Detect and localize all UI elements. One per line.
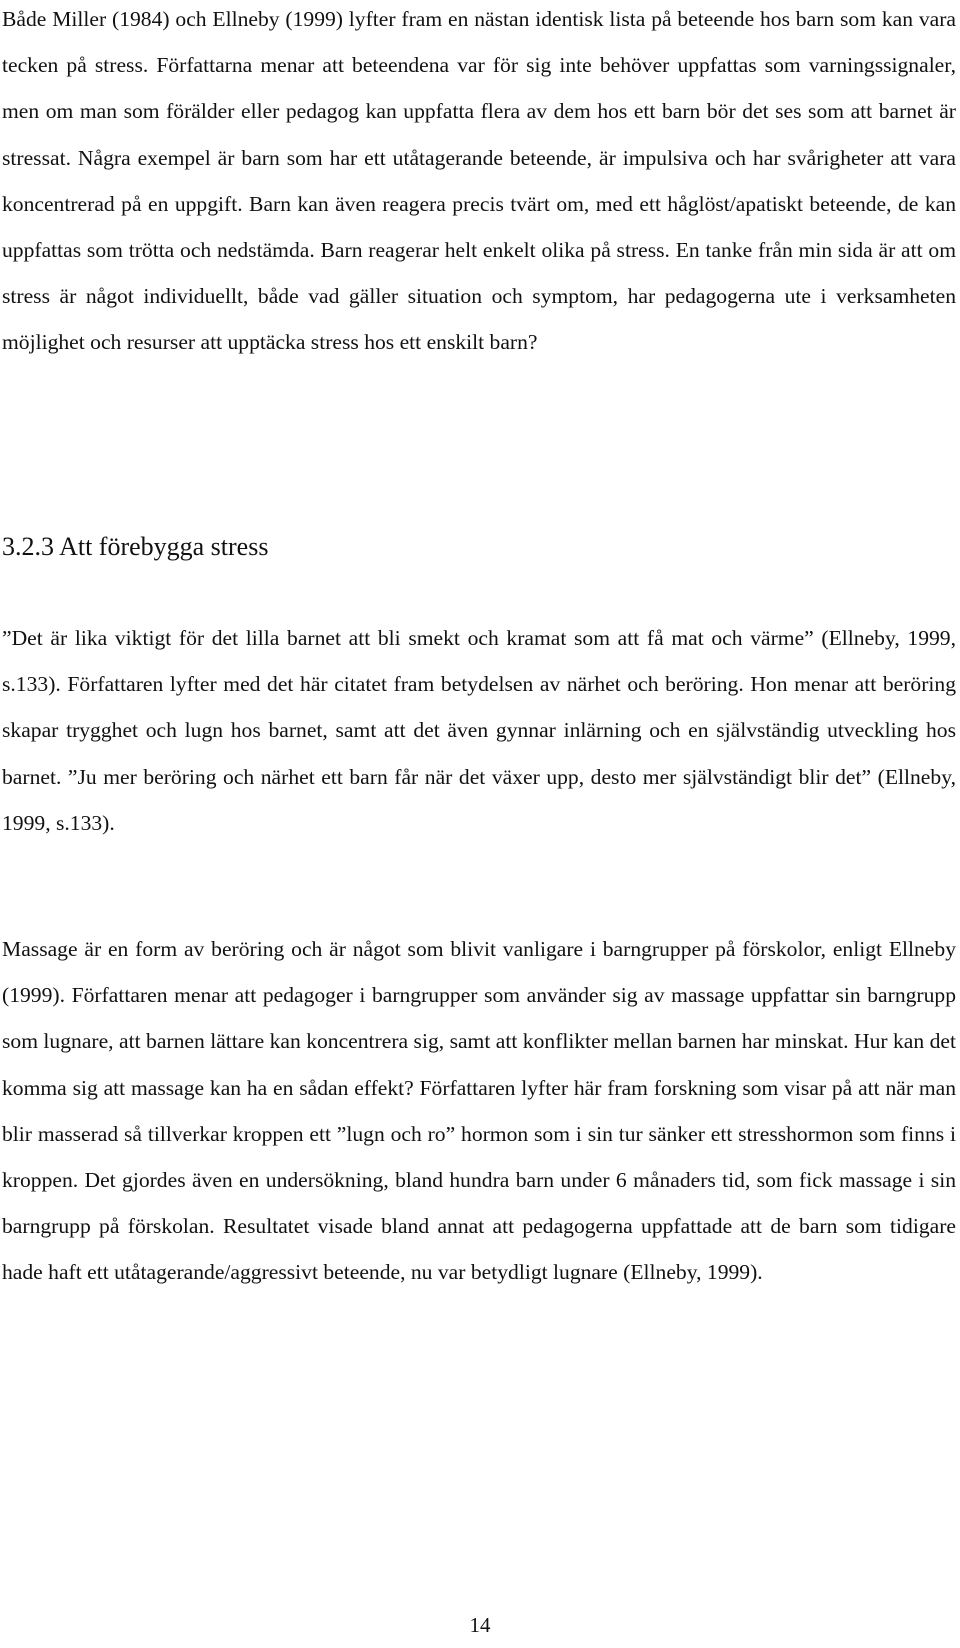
section-heading: 3.2.3 Att förebygga stress [2, 532, 269, 561]
paragraph-massage: Massage är en form av beröring och är något som blivit vanligare i barngrupper på förskolor, enligt Ellneby (1999). Författaren menar att pedagoger i barngrupper som använder sig av massage uppfattar sin barngrupp som lugnare, att barnen lättare kan koncentrera sig, samt att konflikter mellan barnen har minskat. Hur kan det komma sig att massage kan ha en sådan effekt? Författaren lyfter här fram forskning som visar på att när man blir masserad så tillverkar kroppen ett ”lugn och ro” hormon som i sin tur sänker ett stresshormon som finns i kroppen. Det gjordes även en undersökning, bland hundra barn under 6 månaders tid, som fick massage i sin barngrupp på förskolan. Resultatet visade bland annat att pedagogerna uppfattade att de barn som tidigare hade haft ett utåtagerande/aggressivt beteende, nu var betydligt lugnare (Ellneby, 1999). [2, 937, 956, 1285]
paragraph-touch-quote: ”Det är lika viktigt för det lilla barnet att bli smekt och kramat som att få mat och värme” (Ellneby, 1999, s.133). Författaren lyfter med det här citatet fram betydelsen av närhet och beröring. Hon menar att beröring skapar trygghet och lugn hos barnet, samt att det även gynnar inlärning och en självständig utveckling hos barnet. ”Ju mer beröring och närhet ett barn får när det växer upp, desto mer självständigt blir det” (Ellneby, 1999, s.133). [2, 626, 956, 835]
page-number: 14 [469, 1613, 491, 1637]
paragraph-stress-signs: Både Miller (1984) och Ellneby (1999) lyfter fram en nästan identisk lista på beteende hos barn som kan vara tecken på stress. Författarna menar att beteendena var för sig inte behöver uppfattas som varningssignaler, men om man som förälder eller pedagog kan uppfatta flera av dem hos ett barn bör det ses som att barnet är stressat. Några exempel är barn som har ett utåtagerande beteende, är impulsiva och har svårigheter att vara koncentrerad på en uppgift. Barn kan även reagera precis tvärt om, med ett håglöst/apatiskt beteende, de kan uppfattas som trötta och nedstämda. Barn reagerar helt enkelt olika på stress. En tanke från min sida är att om stress är något individuellt, både vad gäller situation och symptom, har pedagogerna ute i verksamheten möjlighet och resurser att upptäcka stress hos ett enskilt barn? [2, 7, 956, 355]
